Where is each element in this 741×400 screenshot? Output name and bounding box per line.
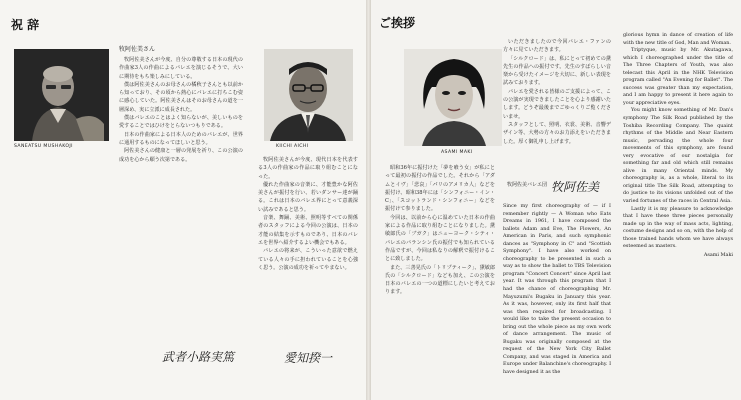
greeting-en-column-2 xyxy=(623,32,733,390)
svg-text:牧阿佐美: 牧阿佐美 xyxy=(551,180,600,194)
greeting-jp-column-2 xyxy=(503,38,611,178)
left-page xyxy=(0,0,366,400)
paragraph: 僕は阿佐美さんのお母さんの橘秋子さんとも以前から知っており、その頃から熱心にバレエに打ちこむ姿に感心していた。阿佐美さんはそのお母さんの道を一層深め、実に立派に成長された。 xyxy=(119,81,243,113)
greeting-jp-column-1 xyxy=(385,164,495,394)
paragraph: 僕はバレエのことはよく知らないが、美しいものを愛することではひけをとらないつもりである。 xyxy=(119,115,243,130)
paragraph: Triptyque, music by Mr. Akutagawa, which I choreographed under the title of The Three Chapters of Youth, was also telecast this April in the NHK Television program called "An Evening for Ballet". The success was greater than my expectation, and I am happy to present it here again to your appreciative eyes. xyxy=(623,47,733,106)
paragraph: 昭和36年に振付けた「夢を喰う女」が私にとって最初の振付の作品でした。それから「アダムとイヴ」「悲哀」「パリのアメリカ人」などを振付け、昭和38年には「シンフォニー・イン・C」、「スコットランド・シンフォニー」などを振付けて参りました。 xyxy=(385,165,495,213)
page-heading: 祝 辞 xyxy=(11,18,40,32)
paragraph: 牧阿佐美さんが今度、自分の尊敬する日本の現代の作曲家3人の作曲によるバレエを演じるそうで、大いに期待をもち楽しみにしている。 xyxy=(119,57,243,80)
paragraph: 「シルクロード」は、私にとって初めての黛先生の作品への振付です。先生のすばらしい音楽から受けたイメージを大切に、新しい表現を試みております。 xyxy=(503,55,611,87)
man-with-glasses-portrait-icon xyxy=(264,49,353,141)
signature-label: 牧阿佐美バレエ団 xyxy=(507,182,548,188)
handwritten-signature-2 xyxy=(282,346,346,368)
elderly-man-portrait-icon xyxy=(14,49,109,141)
photo-caption-3: ASAMI MAKI xyxy=(441,150,473,155)
svg-text:武者小路実篤: 武者小路実篤 xyxy=(162,350,235,364)
photo-caption-1: SANEATSU MUSHAKOJI xyxy=(14,144,73,149)
paragraph: また、三善晃氏の「トリプティーク」、黛敏郎氏の「シルクロード」なども加え、この公演を日本のバレエの一つの道標にしたいと考えております。 xyxy=(385,264,495,296)
paragraph: 今回は、以前から心に温めていた日本の作曲家による作品に取り組むことになりました。黛敏郎氏の「ブガク」はニューヨーク・シティ・バレエのバランシン氏の振付でも知られている作品ですが、今回は私なりの解釈で振付けることに致しました。 xyxy=(385,214,495,263)
portrait-photo-2 xyxy=(264,49,353,141)
paragraph: 阿佐美さんの健康と一層の発展を祈り、この公演の成功を心から願う次第である。 xyxy=(119,148,243,163)
paragraph: 牧阿佐美さんが今度、現代日本を代表する3人の作曲家の作品に取り組むことになった。 xyxy=(258,157,358,180)
greeting-title: 牧阿佐美さん xyxy=(119,46,156,53)
greeting-text-2 xyxy=(258,156,358,334)
paragraph: スタッフとして、照明、衣裳、美術、音響デザイン等、大勢の方々のお力添えをいただきました。厚く御礼申し上げます。 xyxy=(503,121,611,145)
greeting-text-1 xyxy=(119,56,243,334)
paragraph: バレエの将来が、こういった意欲で燃えている人々の手に担われていることを心強く思う。公演の成功を祈ってやまない。 xyxy=(258,248,358,271)
portrait-photo-3 xyxy=(404,49,502,146)
handwritten-signature-1 xyxy=(160,346,236,366)
paragraph: Lastly it is my pleasure to acknowledge that I have these three pieces personally made up in the way of mass acts, lighting, costume designs and so on, with the help of those trained hands whom we have always esteemed as masters. xyxy=(623,205,733,250)
right-page xyxy=(371,0,741,400)
paragraph: いただきましたので今回バレエ・ファンの方々に見ていただきます。 xyxy=(503,39,611,54)
portrait-photo-1 xyxy=(14,49,109,141)
paragraph: バレエを愛される皆様のご支援によって、この公演が実現できましたことを心より感謝いたします。どうぞ最後までごゆっくりご覧くださいませ。 xyxy=(503,88,611,120)
paragraph: 音楽、舞踊、美術、照明等すべての関係者のスタッフによる今回の公演は、日本の才能の結集を示すものであり、日本のバレエを世界へ紹介するよい機会でもある。 xyxy=(258,215,358,246)
paragraph: 優れた作曲家の音楽に、才能豊かな阿佐美さんが振付を行い、若いダンサー達が踊る。これは日本のバレエ界にとって意義深い試みであると思う。 xyxy=(258,181,358,213)
paragraph: 日本の作曲家による日本人のためのバレエが、世界に通用するものになってほしいと思う。 xyxy=(119,131,243,146)
paragraph: Since my first choreography of — if I remember rightly — A Woman who Eats Dreams in 1961, I have composed the ballets Adam and Eve, The Flowers, An American in Paris, and such symphonic dances as "Symphony in C" and "Scottish Symphony". I have also worked on choreography to be presented in such a way as to show the ballet to TBS Television program "Concert Concert" since April last year. It was through this program that I had the chance of choreographing Mr. Mayuzumi's Bugaku in January this year. As it was, however, only its first half that was then required for broadcasting. I would like to take the present occasion to bring out the whole piece as my own work of dance arrangement. The music of Bugaku was originally composed at the request of the New York City Ballet Company, and was staged in America and Europe under Balanchine's choreography. I have designed it as the xyxy=(503,203,611,376)
handwritten-signature-3 xyxy=(549,176,611,196)
page-heading: ご挨拶 xyxy=(379,16,416,30)
greeting-en-column-1 xyxy=(503,203,611,393)
svg-text:愛知揆一: 愛知揆一 xyxy=(284,351,333,365)
paragraph: You might know something of Mr. Dan's symphony The Silk Road published by the Toshiba Recording Company. The quaint rhythms of the Middle and Near Eastern music, pervading the whole four movements of this symphony, are found very evocative of our nostalgia for something far and old which still remains alive in many Oriental minds. My choreography is, as a whole, literal to its original title The Silk Road, attempting to do justice to its visions unfolded out of the varied fortunes of the races in Central Asia. xyxy=(623,107,733,205)
woman-portrait-icon xyxy=(404,49,502,146)
photo-caption-2: KIICHI AICHI xyxy=(276,144,309,149)
english-signature: Asami Maki xyxy=(703,251,733,258)
paragraph: glorious hymn in dance of creation of life with the new title of God, Man and Woman. xyxy=(623,32,733,46)
